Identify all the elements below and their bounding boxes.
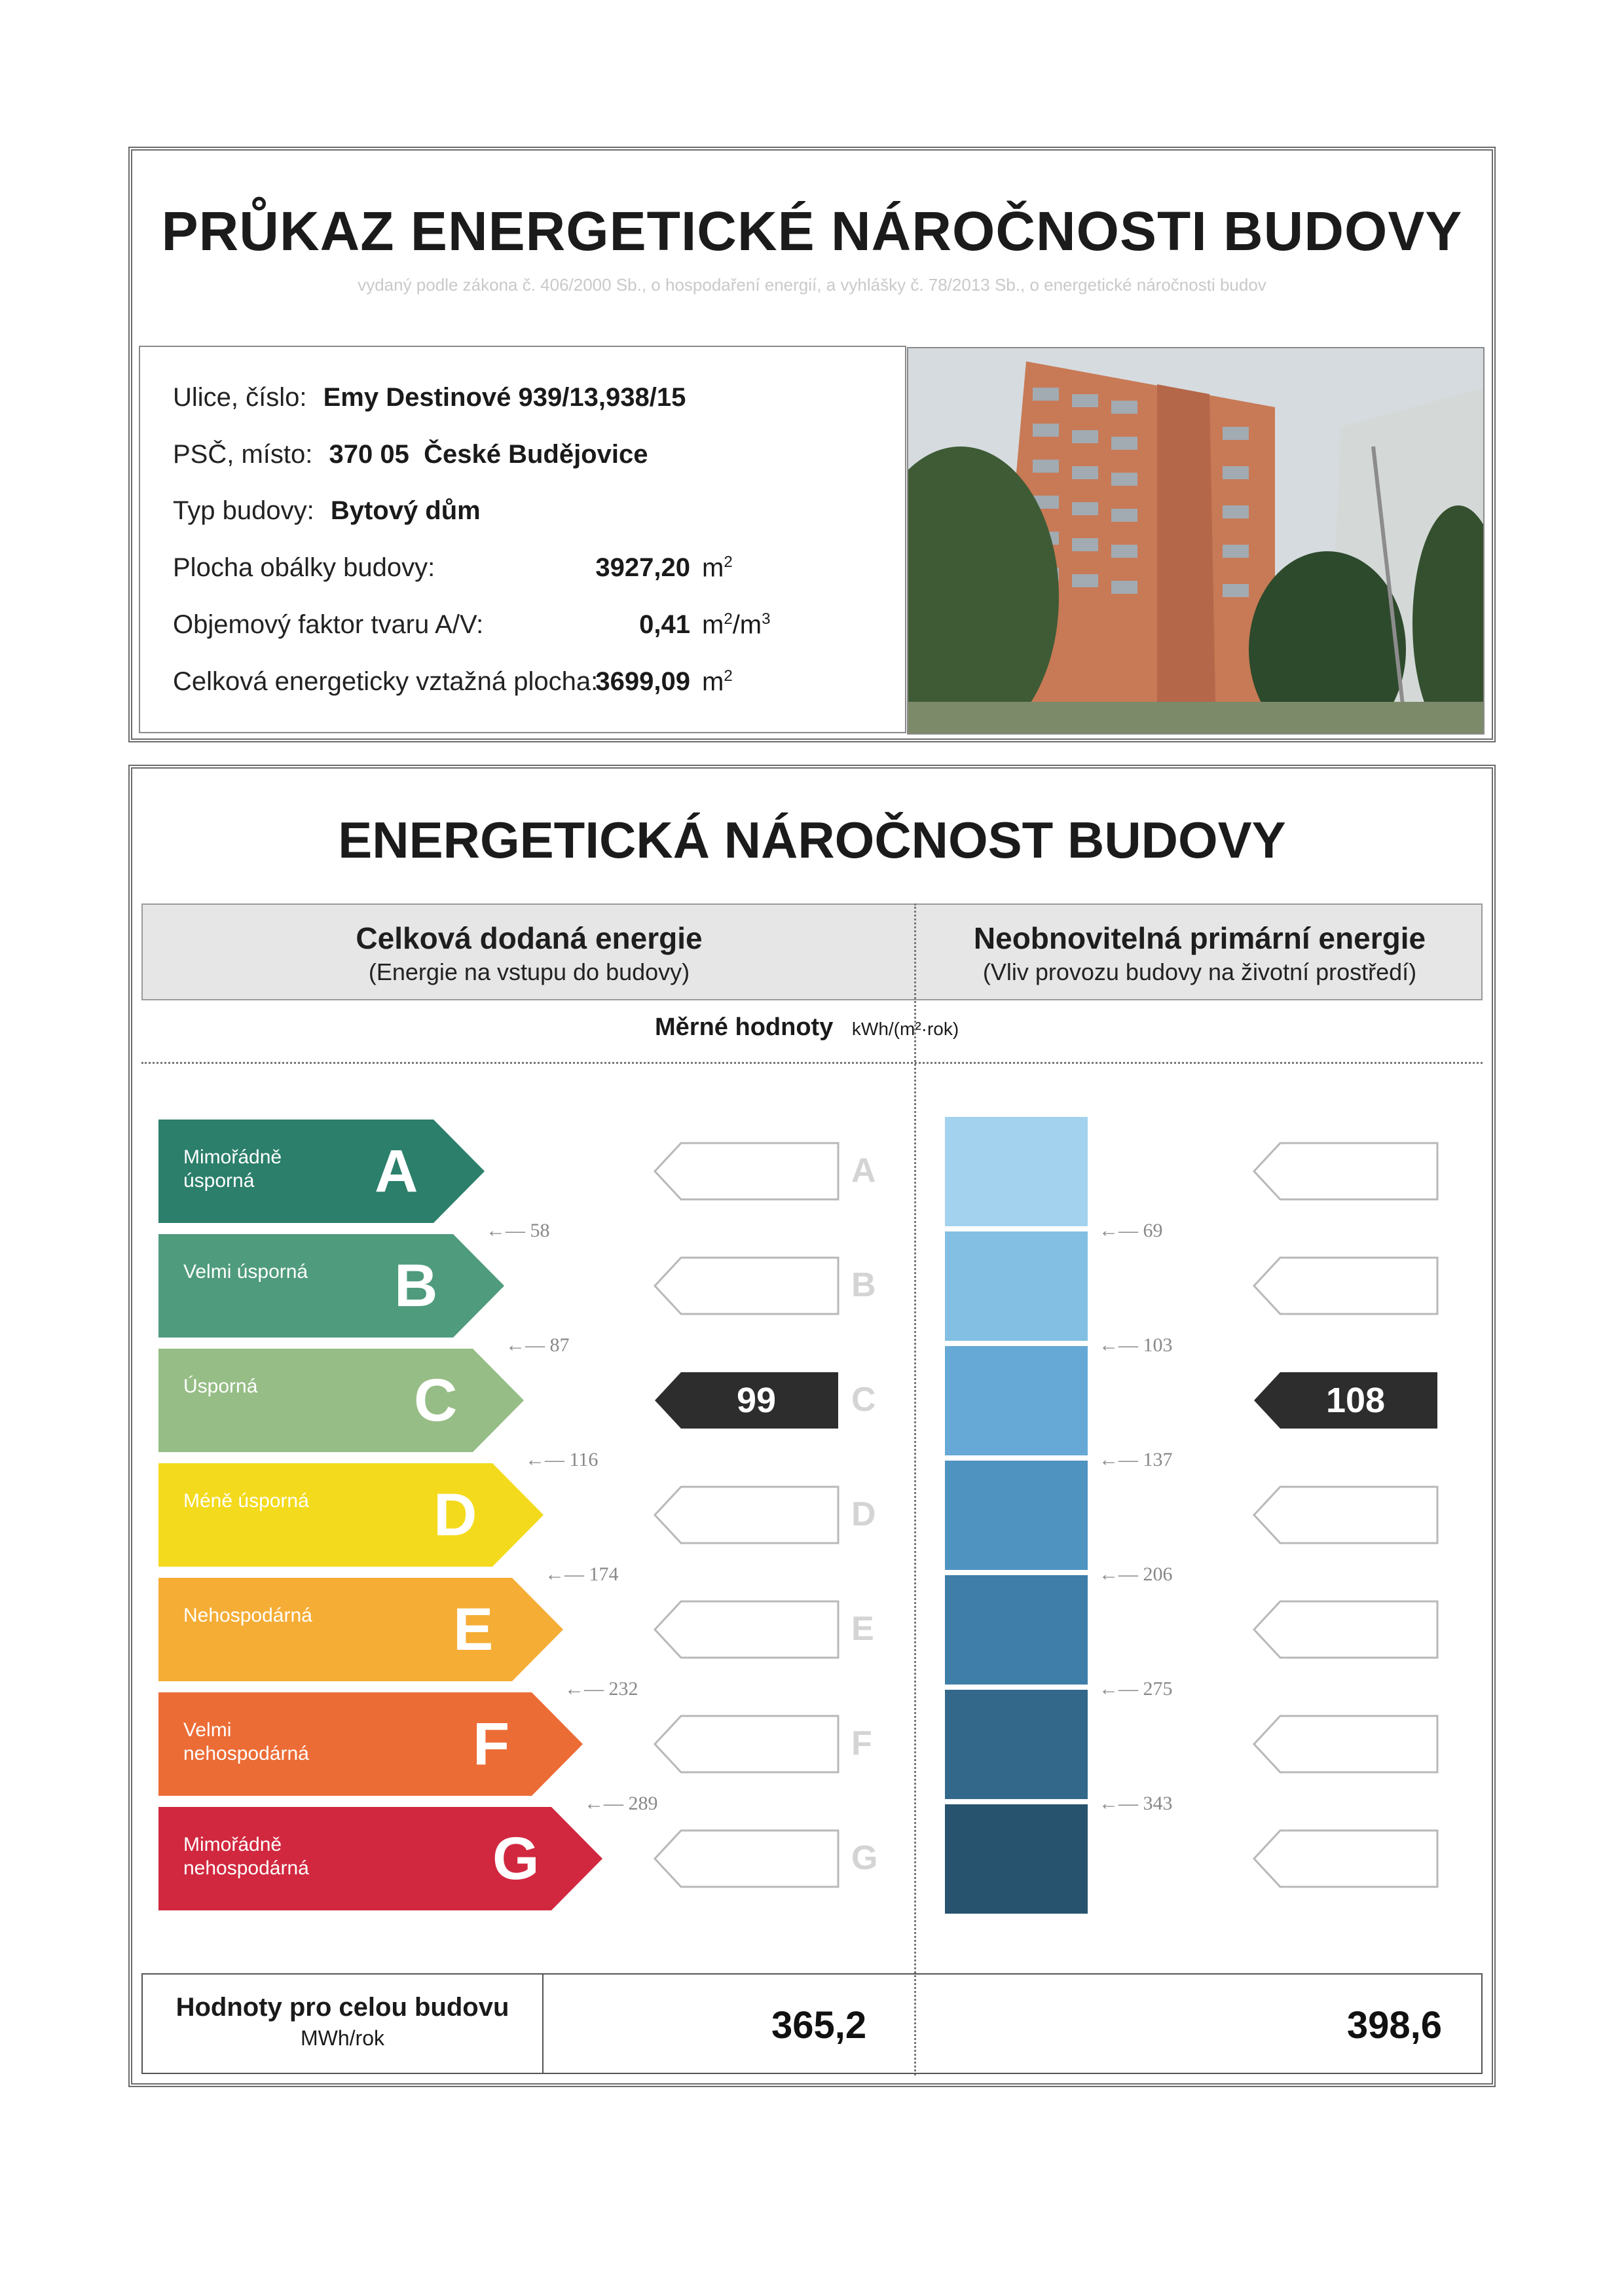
total-primary-energy: 398,6 (1346, 2004, 1442, 2047)
right-empty-box-a (1254, 1143, 1437, 1199)
left-empty-box-g (655, 1831, 838, 1887)
envelope-area-label: Plocha obálky budovy: (173, 553, 435, 582)
primary-energy-subtitle: (Vliv provozu budovy na životní prostředí) (982, 958, 1417, 985)
right-empty-box-f (1254, 1716, 1437, 1772)
delivered-threshold: ←— 232 (564, 1678, 638, 1700)
certificate-title: PRŮKAZ ENERGETICKÉ NÁROČNOSTI BUDOVY (161, 200, 1463, 262)
zip-value: 370 05 České Budějovice (329, 440, 648, 469)
shape-factor-value: 0,41 (639, 610, 690, 639)
energy-section-title: ENERGETICKÁ NÁROČNOST BUDOVY (338, 811, 1286, 869)
right-empty-box-b (1254, 1258, 1437, 1314)
class-letter-b: B (394, 1252, 438, 1319)
left-box-letter-d: D (851, 1495, 876, 1533)
primary-scale-segment-e (945, 1575, 1088, 1685)
class-label-c: Úsporná (183, 1376, 258, 1397)
class-arrow-d (158, 1463, 544, 1567)
left-empty-box-a (655, 1143, 838, 1199)
primary-scale-segment-c (945, 1346, 1088, 1455)
left-box-letter-c: C (851, 1381, 876, 1419)
left-rating-value: 99 (736, 1381, 777, 1420)
envelope-area-unit: $m^2$ (702, 553, 733, 583)
class-arrow-b (158, 1234, 504, 1338)
delivered-energy-subtitle: (Energie na vstupu do budovy) (368, 958, 690, 985)
primary-threshold: ←— 103 (1099, 1334, 1173, 1356)
class-arrow-c (158, 1349, 524, 1452)
certificate-legal-basis: vydaný podle zákona č. 406/2000 Sb., o hospodaření energií, a vyhlášky č. 78/2013 Sb., o energetické náročnosti budov (358, 275, 1266, 295)
specific-values-label: Měrné hodnoty kWh/(m²·rok) (655, 1013, 959, 1041)
shape-factor-label: Objemový faktor tvaru A/V: (173, 610, 484, 639)
primary-energy-title: Neobnovitelná primární energie (973, 921, 1426, 955)
reference-area-unit: $m^2$ (702, 667, 733, 697)
class-letter-g: G (492, 1825, 540, 1892)
delivered-energy-title: Celková dodaná energie (356, 921, 703, 955)
totals-row (141, 1973, 1483, 2074)
total-delivered-energy: 365,2 (771, 2004, 867, 2047)
left-box-letter-f: F (851, 1724, 872, 1762)
left-box-letter-e: E (851, 1610, 874, 1648)
primary-scale-segment-d (945, 1461, 1088, 1570)
primary-scale-segment-g (945, 1804, 1088, 1914)
primary-threshold: ←— 343 (1099, 1793, 1173, 1814)
street-label: Ulice, číslo: (173, 383, 307, 412)
right-rating-value: 108 (1325, 1381, 1386, 1420)
primary-threshold: ←— 137 (1099, 1449, 1173, 1470)
street-value: Emy Destinové 939/13,938/15 (323, 383, 686, 412)
primary-threshold: ←— 206 (1099, 1563, 1173, 1585)
left-box-letter-b: B (851, 1266, 876, 1304)
right-empty-box-d (1254, 1487, 1437, 1543)
delivered-threshold: ←— 116 (525, 1449, 599, 1470)
totals-unit: MWh/rok (301, 2026, 384, 2050)
primary-scale-segment-b (945, 1231, 1088, 1341)
zip-label: PSČ, místo: (173, 440, 313, 469)
class-letter-a: A (375, 1138, 418, 1205)
totals-label: Hodnoty pro celou budovu (175, 1993, 509, 2022)
class-arrow-e (158, 1578, 563, 1681)
delivered-threshold: ←— 174 (545, 1563, 619, 1585)
shape-factor-unit: $m^2/m^3$ (702, 610, 771, 640)
right-empty-box-e (1254, 1601, 1437, 1658)
delivered-threshold: ←— 58 (486, 1220, 550, 1241)
class-label-e: Nehospodárná (183, 1605, 312, 1626)
class-label-a: Mimořádně úsporná (183, 1146, 282, 1192)
building-type-value: Bytový dům (330, 496, 481, 525)
left-empty-box-e (655, 1601, 838, 1658)
left-empty-box-f (655, 1716, 838, 1772)
reference-area-value: 3699,09 (595, 667, 690, 696)
primary-threshold: ←— 275 (1099, 1678, 1173, 1700)
left-empty-box-b (655, 1258, 838, 1314)
reference-area-label: Celková energeticky vztažná plocha: (173, 667, 599, 696)
class-letter-c: C (414, 1367, 458, 1434)
class-letter-f: F (473, 1711, 510, 1777)
totals-label-cell (143, 1975, 544, 2073)
class-letter-d: D (434, 1482, 477, 1548)
left-empty-box-d (655, 1487, 838, 1543)
class-label-d: Méně úsporná (183, 1490, 309, 1512)
envelope-area-value: 3927,20 (595, 553, 690, 582)
class-label-g: Mimořádně nehospodárná (183, 1834, 309, 1879)
delivered-threshold: ←— 289 (584, 1793, 658, 1814)
primary-scale-segment-a (945, 1117, 1088, 1226)
primary-threshold: ←— 69 (1099, 1220, 1163, 1241)
left-box-letter-g: G (851, 1839, 878, 1877)
class-label-b: Velmi úsporná (183, 1261, 308, 1283)
building-type-label: Typ budovy: (173, 496, 314, 525)
class-label-f: Velmi nehospodárná (183, 1719, 309, 1764)
right-empty-box-g (1254, 1831, 1437, 1887)
left-box-letter-a: A (851, 1152, 876, 1190)
delivered-threshold: ←— 87 (506, 1334, 570, 1356)
primary-scale-segment-f (945, 1690, 1088, 1799)
class-letter-e: E (453, 1596, 494, 1663)
